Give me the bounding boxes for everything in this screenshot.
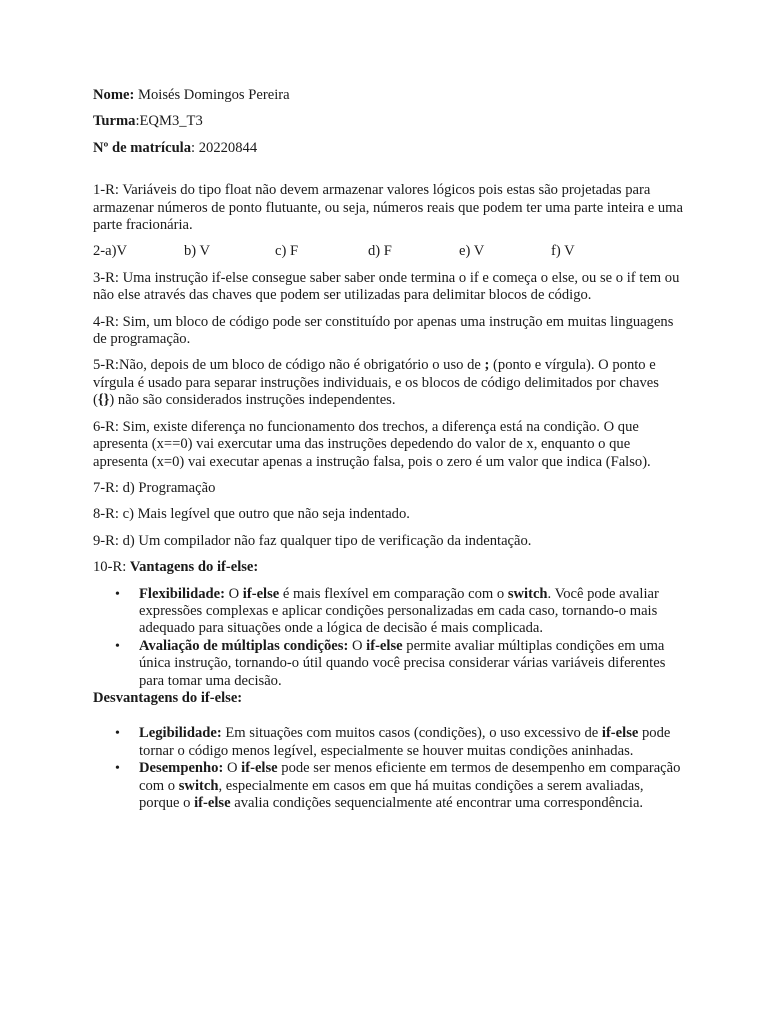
list-item-keyword: if-else (194, 795, 231, 811)
answer-2-item: c) F (275, 243, 299, 260)
advantages-list (93, 586, 683, 690)
answer-5-text: (ponto e vírgula). O ponto e vírgula é usado para separar instruções individuais, e os blocos de código delimitados por chaves ( (93, 357, 659, 409)
answer-9: 9-R: d) Um compilador não faz qualquer tipo de verificação da indentação. (93, 532, 532, 549)
list-item-keyword: if-else (241, 760, 278, 777)
list-item-text: O (223, 760, 242, 777)
answer-2-item: b) V (184, 243, 211, 260)
answer-1: 1-R: Variáveis do tipo float não devem armazenar valores lógicos pois estas são projetadas para armazenar números de ponto flutuante, ou seja, números reais que podem ter uma parte inteira e uma parte fracionária. (93, 182, 684, 234)
list-item-text: Em situações com muitos casos (condições), o uso excessivo de (221, 725, 602, 742)
document-content (93, 87, 683, 812)
list-item-text: permite avaliar múltiplas condições em uma única instrução, tornando-o útil quando você precisa considerar várias variáveis diferentes para tomar uma decisão. (139, 637, 666, 689)
list-item (93, 760, 683, 812)
list-item (93, 725, 683, 760)
answer-6: 6-R: Sim, existe diferença no funcionamento dos trechos, a diferença está na condição. O que apresenta (x==0) vai exercutar uma das instruções depedendo do valor de x, enquanto o que apresenta (x=0) vai executar apenas a instrução falsa, pois o zero é um valor que indica (Falso). (93, 418, 651, 470)
bullet-icon: • (115, 638, 120, 654)
list-item-keyword: if-else (601, 725, 639, 742)
list-item-text: . Você pode avaliar expressões complexas e aplicar condições personalizadas em cada caso, tornando-o mais adequado para situações onde a lógica de decisão é mais complicada. (139, 585, 659, 637)
list-item-term: Avaliação de múltiplas condições: (139, 637, 349, 654)
registration-line (93, 140, 683, 157)
disadvantages-list (93, 725, 683, 812)
list-item-term: Flexibilidade: (139, 585, 225, 602)
answer-5-text: 5-R:Não, depois de um bloco de código não é obrigatório o uso de (93, 357, 485, 374)
list-item-text: é mais flexível em comparação com o (279, 585, 508, 602)
class-line (93, 113, 683, 130)
list-item-keyword: if-else (366, 637, 403, 654)
list-item (93, 638, 683, 690)
list-item-text: , especialmente em casos em que há muitas condições a serem avaliadas, porque o (139, 777, 644, 811)
semicolon-symbol: ; (484, 357, 490, 374)
answer-2-item: d) F (368, 243, 392, 260)
answer-5 (93, 357, 683, 409)
answer-2-item: 2-a)V (93, 243, 128, 260)
list-item-keyword: switch (507, 585, 548, 602)
list-item-text: O (348, 637, 367, 654)
class-value: :EQM3_T3 (135, 113, 203, 130)
answer-2 (93, 243, 683, 260)
name-value: Moisés Domingos Pereira (134, 87, 290, 103)
answer-7: 7-R: d) Programação (93, 479, 216, 496)
answer-4: 4-R: Sim, um bloco de código pode ser constituído por apenas uma instrução em muitas linguagens de programação. (93, 313, 674, 348)
answer-8: 8-R: c) Mais legível que outro que não seja indentado. (93, 506, 410, 523)
answer-10 (93, 559, 683, 576)
name-label: Nome: (93, 87, 135, 103)
list-item-term: Legibilidade: (139, 725, 222, 742)
list-item-keyword: switch (178, 777, 219, 794)
braces-symbol: {} (97, 392, 110, 409)
bullet-icon: • (115, 726, 120, 742)
list-item-text: avalia condições sequencialmente até encontrar uma correspondência. (230, 795, 644, 811)
bullet-icon: • (115, 586, 120, 602)
list-item (93, 586, 683, 638)
answer-10-prefix: 10-R: (93, 559, 130, 576)
list-item-text: pode tornar o código menos legível, especialmente se houver muitas condições aninhadas. (139, 725, 671, 759)
answer-2-item: e) V (459, 243, 485, 260)
answer-5-text: ) não são considerados instruções independentes. (109, 392, 396, 409)
registration-value: : 20220844 (191, 139, 258, 156)
list-item-text: O (224, 585, 243, 602)
answer-3: 3-R: Uma instrução if-else consegue saber saber onde termina o if e começa o else, ou se o if tem ou não else através das chaves que podem ser utilizadas para delimitar blocos de código. (93, 269, 680, 304)
bullet-icon: • (115, 761, 120, 777)
class-label: Turma (93, 113, 136, 130)
list-item-term: Desempenho: (139, 760, 224, 777)
disadvantages-title (93, 690, 683, 707)
registration-label: Nº de matrícula (93, 139, 192, 156)
list-item-text: pode ser menos eficiente em termos de desempenho em comparação com o (139, 760, 681, 794)
advantages-title: Vantagens do if-else: (129, 559, 259, 576)
list-item-keyword: if-else (242, 585, 280, 602)
name-line (93, 87, 683, 104)
disadvantages-title-text: Desvantagens do if-else: (93, 689, 243, 706)
answer-2-item: f) V (551, 243, 575, 260)
